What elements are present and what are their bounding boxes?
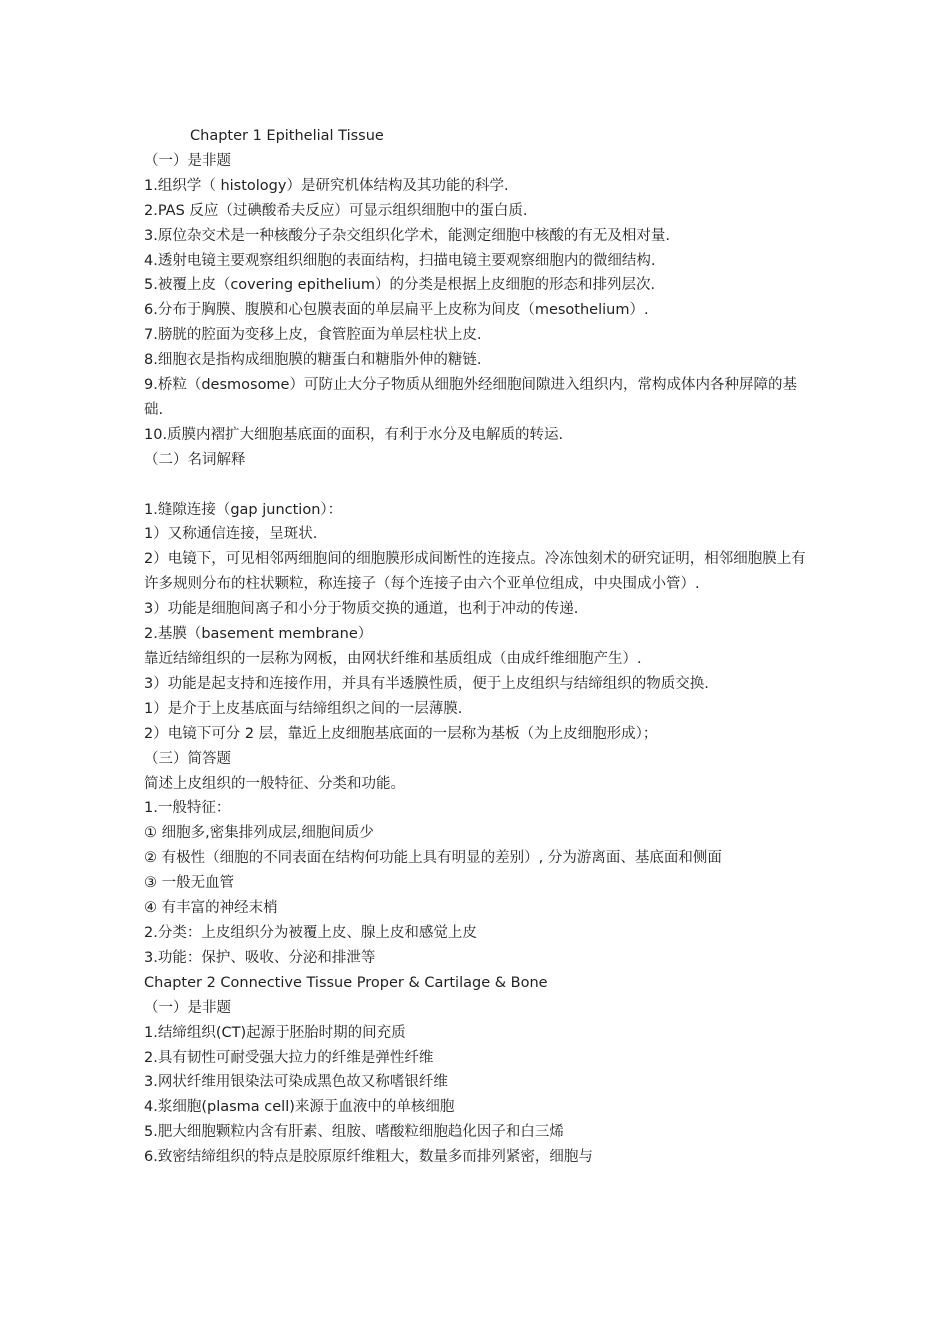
ch1-tf-item: 2.PAS 反应（过碘酸希夫反应）可显示组织细胞中的蛋白质. — [144, 202, 528, 219]
term2-point: 2）电镜下可分 2 层，靠近上皮细胞基底面的一层称为基板（为上皮细胞形成）； — [144, 725, 658, 742]
ch1-tf-item: 6.分布于胸膜、腹膜和心包膜表面的单层扁平上皮称为间皮（mesothelium）. — [144, 302, 649, 319]
term2-point: 3）功能是起支持和连接作用，并具有半透膜性质，便于上皮组织与结缔组织的物质交换. — [144, 675, 709, 692]
ch2-tf-item: 5.肥大细胞颗粒内含有肝素、组胺、嗜酸粒细胞趋化因子和白三烯 — [144, 1124, 564, 1141]
ch1-tf-item: 4.透射电镜主要观察组织细胞的表面结构，扫描电镜主要观察细胞内的微细结构. — [144, 252, 656, 269]
ch2-tf-item: 6.致密结缔组织的特点是胶原原纤维粗大，数量多而排列紧密，细胞与 — [144, 1149, 593, 1166]
ch2-tf-item: 3.网状纤维用银染法可染成黑色故又称嗜银纤维 — [144, 1074, 448, 1091]
chapter2-section1-heading: （一）是非题 — [144, 999, 231, 1016]
feature-item: ② 有极性（细胞的不同表面在结构何功能上具有明显的差别）, 分为游离面、基底面和侧面 — [144, 850, 722, 867]
feature-item: ④ 有丰富的神经末梢 — [144, 900, 278, 917]
term2-title: 2.基膜（basement membrane） — [144, 626, 373, 643]
feature-item: ③ 一般无血管 — [144, 875, 235, 892]
ch2-tf-item: 4.浆细胞(plasma cell)来源于血液中的单核细胞 — [144, 1099, 455, 1116]
function-line: 3.功能：保护、吸收、分泌和排泄等 — [144, 949, 376, 966]
chapter1-section3-heading: （三）简答题 — [144, 750, 231, 767]
chapter1-section2-heading: （二）名词解释 — [144, 451, 246, 468]
features-title: 1.一般特征： — [144, 800, 231, 817]
ch1-tf-item: 9.桥粒（desmosome）可防止大分子物质从细胞外经细胞间隙进入组织内，常构成体内各种屏障的基础. — [144, 377, 797, 418]
term2-point: 1）是介于上皮基底面与结缔组织之间的一层薄膜. — [144, 700, 463, 717]
feature-item: ① 细胞多,密集排列成层,细胞间质少 — [144, 825, 374, 842]
chapter2-title: Chapter 2 Connective Tissue Proper & Cartilage & Bone — [144, 974, 548, 991]
ch2-tf-item: 1.结缔组织(CT)起源于胚胎时期的间充质 — [144, 1024, 406, 1041]
ch1-tf-item: 5.被覆上皮（covering epithelium）的分类是根据上皮细胞的形态和排列层次. — [144, 277, 656, 294]
ch1-tf-item: 7.膀胱的腔面为变移上皮，食管腔面为单层柱状上皮. — [144, 327, 482, 344]
ch1-tf-item: 8.细胞衣是指构成细胞膜的糖蛋白和糖脂外伸的糖链. — [144, 352, 482, 369]
term2-point: 靠近结缔组织的一层称为网板，由网状纤维和基质组成（由成纤维细胞产生）. — [144, 651, 642, 668]
term1-title: 1.缝隙连接（gap junction）： — [144, 501, 343, 518]
term1-point: 3）功能是细胞间离子和小分于物质交换的通道，也利于冲动的传递. — [144, 601, 579, 618]
short-answer-question: 简述上皮组织的一般特征、分类和功能。 — [144, 775, 405, 792]
classification-line: 2.分类：上皮组织分为被覆上皮、腺上皮和感觉上皮 — [144, 924, 477, 941]
chapter1-section1-heading: （一）是非题 — [144, 152, 231, 169]
ch1-tf-item: 3.原位杂交术是一种核酸分子杂交组织化学术，能测定细胞中核酸的有无及相对量. — [144, 227, 670, 244]
chapter1-title: Chapter 1 Epithelial Tissue — [190, 128, 384, 144]
term1-point: 2）电镜下，可见相邻两细胞间的细胞膜形成间断性的连接点。冷冻蚀刻术的研究证明，相邻细胞膜上有许多规则分布的柱状颗粒，称连接子（每个连接子由六个亚单位组成，中央围成小管）. — [144, 551, 806, 593]
term1-point: 1）又称通信连接，呈斑状. — [144, 526, 318, 543]
ch1-tf-item: 10.质膜内褶扩大细胞基底面的面积，有利于水分及电解质的转运. — [144, 426, 564, 443]
blank-line — [144, 473, 808, 498]
ch1-tf-item: 1.组织学（ histology）是研究机体结构及其功能的科学. — [144, 177, 509, 194]
document-page — [144, 124, 808, 1170]
ch2-tf-item: 2.具有韧性可耐受强大拉力的纤维是弹性纤维 — [144, 1049, 434, 1066]
